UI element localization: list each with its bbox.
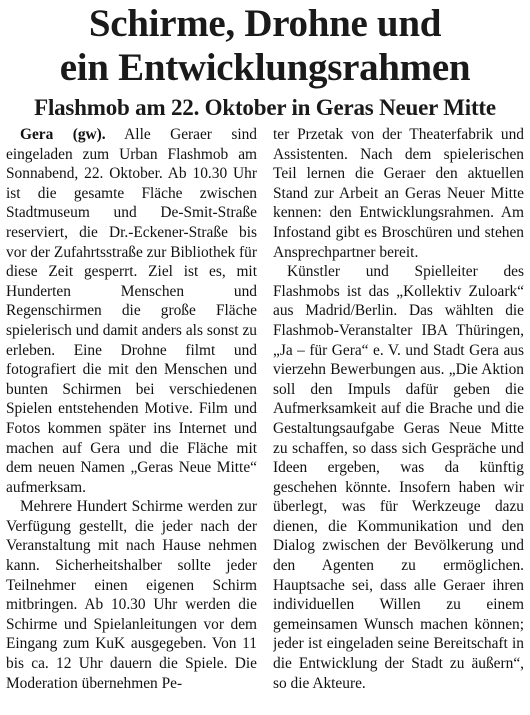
paragraph-artists: Künstler und Spielleiter des Flashmobs ist das „Kollektiv Zuloark“ aus Madrid/Berlin. Das wählten die Flashmob-Veranstalter IBA Thüringen, „Ja – für Gera“ e. V. und Stadt Gera aus vierzehn Bewerbungen aus. „Die Aktion soll den Impuls dafür geben die Aufmerksamkeit auf die Brache und die Gestaltungsaufgabe Geras Neue Mitte zu schaffen, so dass sich Gespräche und Ideen ergeben, was da künftig geschehen könnte. Insofern haben wir überlegt, was für Werkzeuge dazu dienen, die Kommunikation und den Dialog zwischen der Bevölkerung und den Agenten zu ermöglichen. Hauptsache sei, dass alle Geraer ihren individuellen Willen zu einem gemeinsamen Wunsch machen können; jeder ist eingeladen seine Bereitschaft in die Entwicklung der Stadt zu äußern“, so die Akteure. bbox=[273, 263, 524, 692]
article-body bbox=[6, 125, 524, 713]
column-right bbox=[273, 125, 524, 713]
dateline: Gera (gw). bbox=[20, 126, 106, 143]
paragraph-umbrellas: Mehrere Hundert Schirme werden zur Verfügung gestellt, die jeder nach der Veranstaltung mit nach Hause nehmen kann. Sicherheitshalber sollte jeder Teilnehmer einen eigenen Schirm mitbringen. Ab 10.30 Uhr werden die Schirme und Spielanleitungen vor dem Eingang zum KuK ausgegeben. Von 11 bis ca. 12 Uhr dauern die Spiele. Die Moderation übernehmen Pe- bbox=[6, 498, 257, 692]
headline-line-1: Schirme, Drohne und bbox=[88, 2, 442, 45]
column-left bbox=[6, 125, 257, 713]
paragraph-intro bbox=[6, 125, 257, 497]
paragraph-moderation: ter Przetak von der Theaterfabrik und Assistenten. Nach dem spielerischen Teil lernen die Geraer den aktuellen Stand zur Arbeit an Geras Neuer Mitte kennen: den Entwicklungsrahmen. Am Infostand gibt es Broschüren und stehen Ansprechpartner bereit. bbox=[273, 126, 524, 261]
headline bbox=[6, 2, 524, 90]
subheadline: Flashmob am 22. Oktober in Geras Neuer Mitte bbox=[34, 95, 496, 120]
headline-line-2: ein Entwicklungsrahmen bbox=[59, 46, 471, 89]
paragraph-intro-text: Alle Geraer sind eingeladen zum Urban Flashmob am Sonnabend, 22. Oktober. Ab 10.30 Uhr ist die gesamte Fläche zwischen Stadtmuseum und De-Smit-Straße reserviert, die Dr.-Eckener-Straße bis vor der Zufahrtsstraße zur Bibliothek für diese Zeit gesperrt. Ziel ist es, mit Hunderten Menschen und Regenschirmen die große Fläche spielerisch und damit anders als sonst zu erleben. Eine Drohne filmt und fotografiert die mit den Menschen und bunten Schirmen bei verschiedenen Spielen entstehenden Motive. Film und Fotos kommen später ins Internet und machen auf Gera und die Fläche mit dem neuen Namen „Geras Neue Mitte“ aufmerksam. bbox=[6, 126, 257, 496]
